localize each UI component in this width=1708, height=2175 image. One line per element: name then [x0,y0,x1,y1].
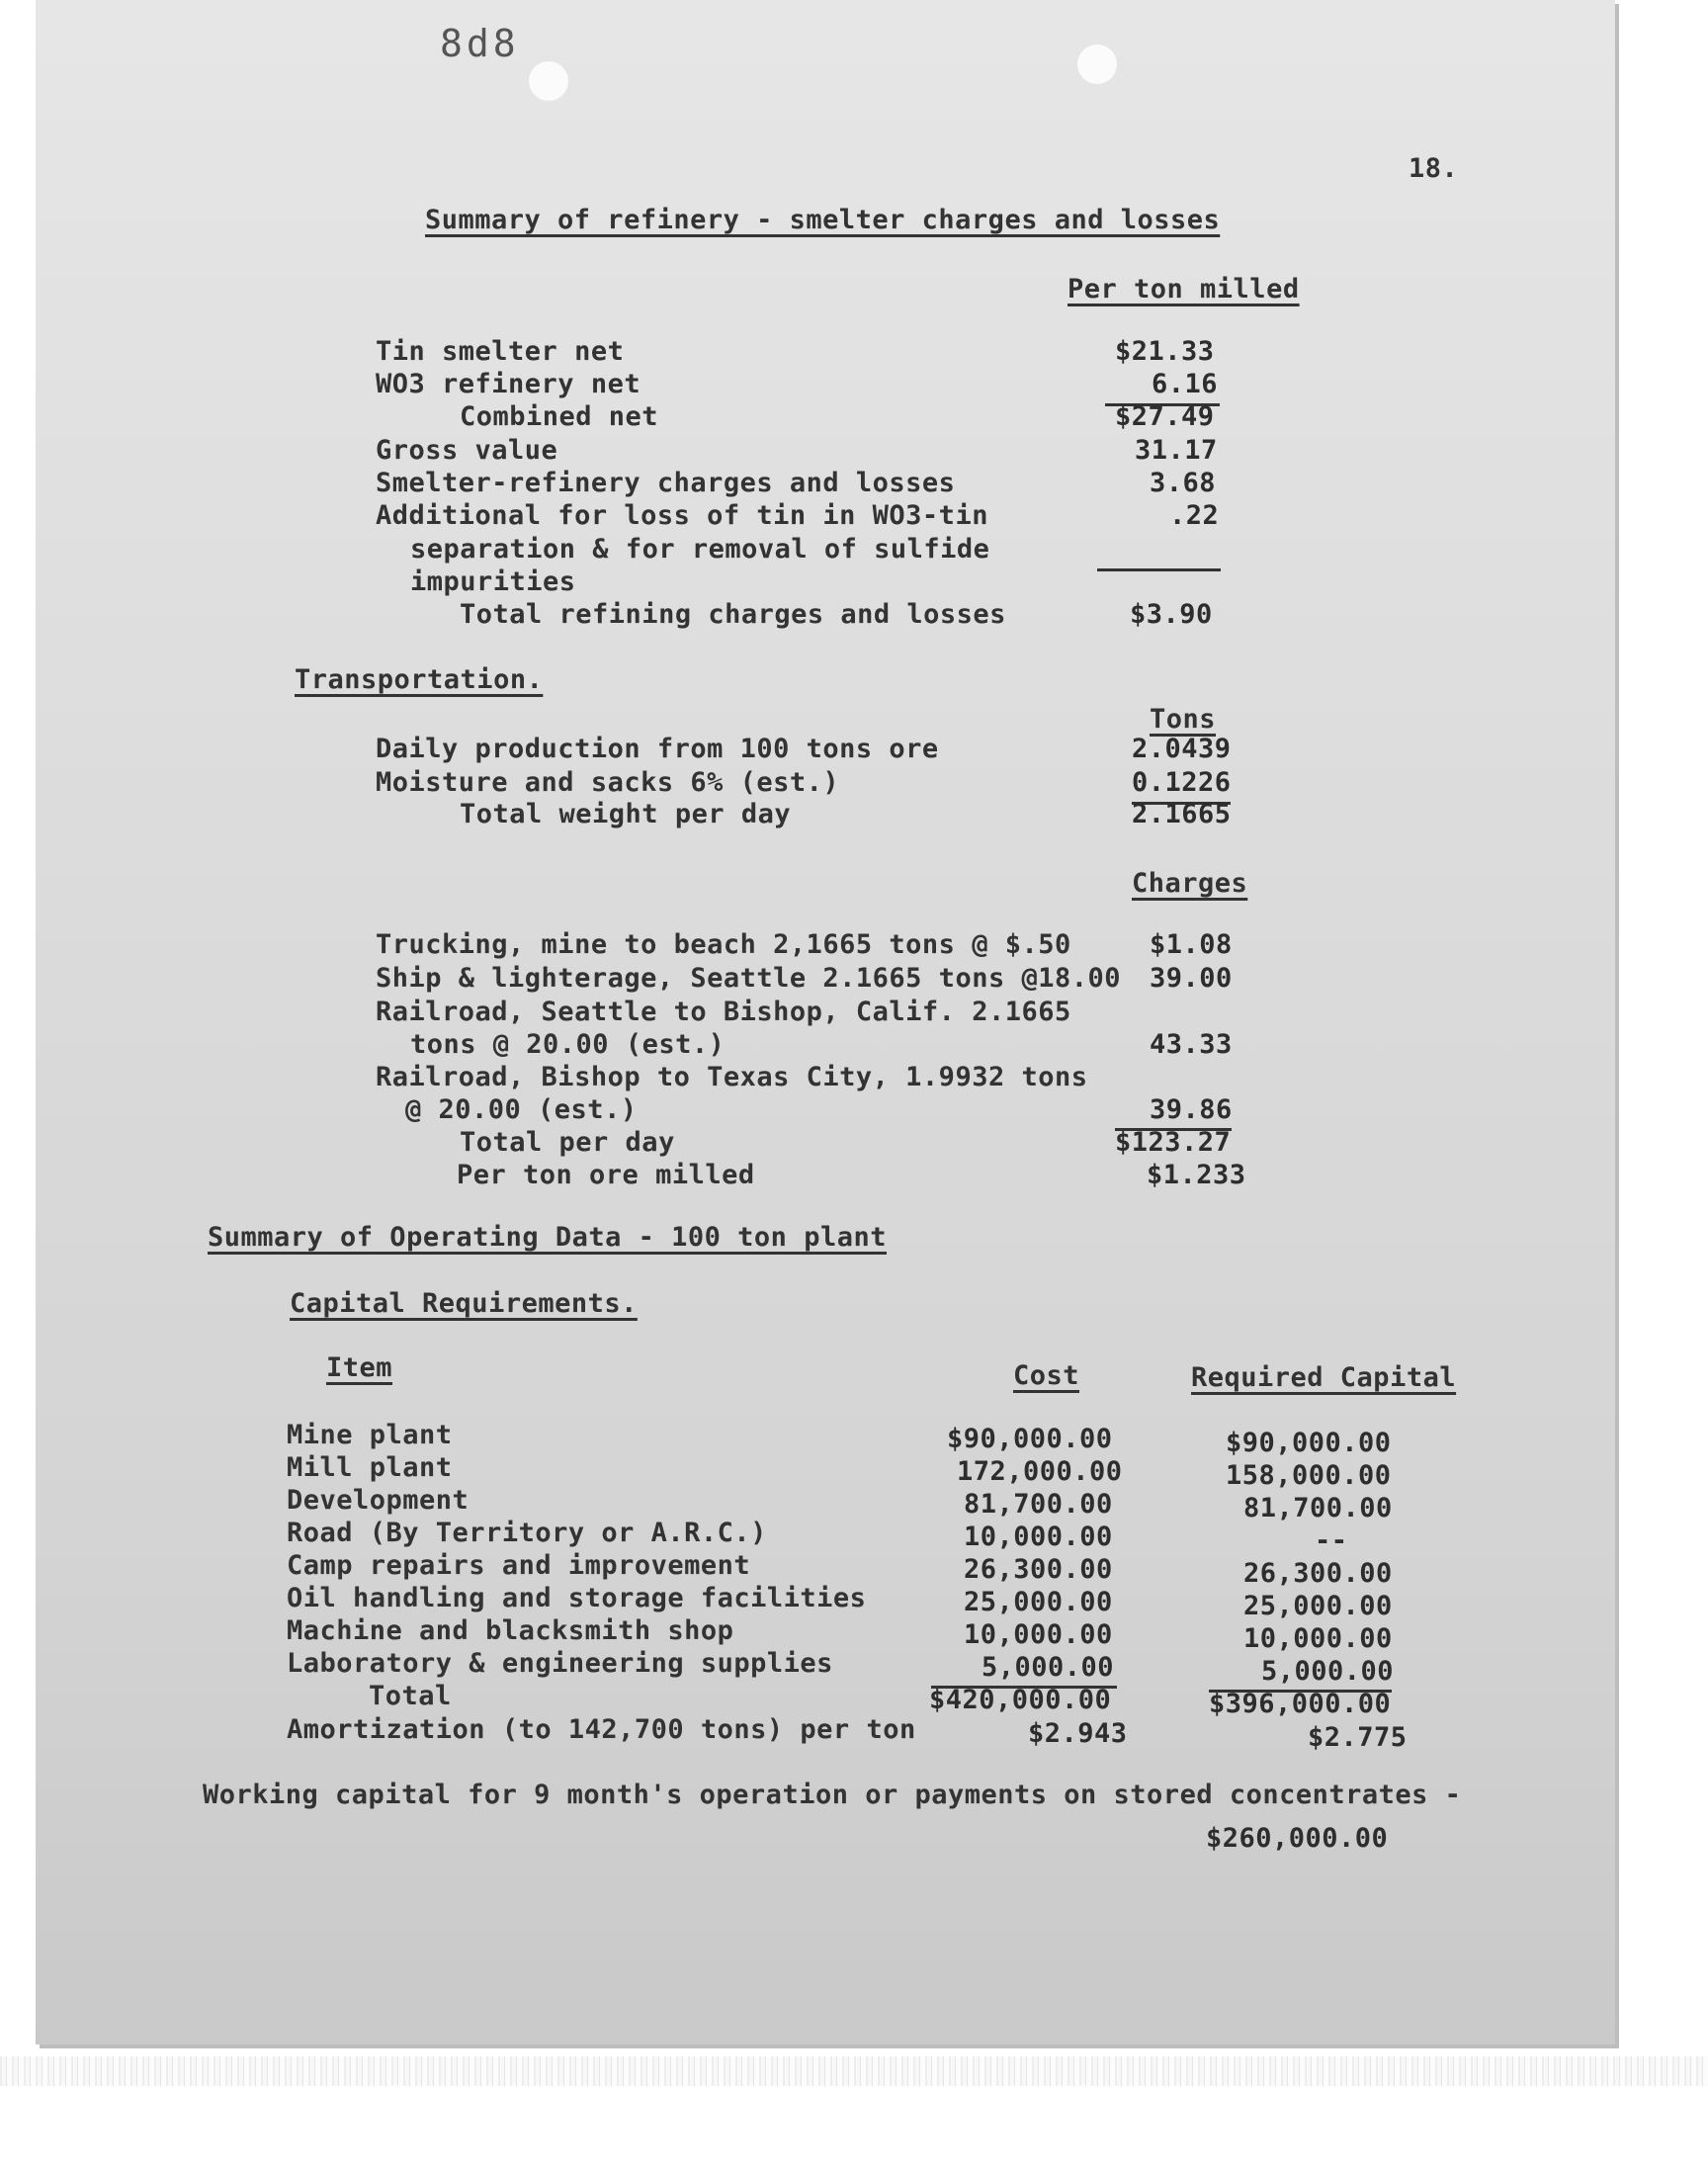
row-label: tons @ 20.00 (est.) [410,1029,726,1060]
row-label: Total weight per day [460,799,792,829]
row-value: 43.33 [1150,1029,1233,1060]
tons-header: Tons [1150,704,1217,735]
punch-hole [529,61,568,101]
row-label: Additional for loss of tin in WO3-tin [376,500,988,531]
cost-value: 25,000.00 [964,1587,1113,1617]
item-label: Amortization (to 142,700 tons) per ton [287,1714,916,1745]
working-capital-value: $260,000.00 [1206,1823,1389,1854]
stamp-number: 8d8 [440,22,520,65]
required-value: $90,000.00 [1226,1428,1392,1458]
required-value: 25,000.00 [1243,1591,1393,1621]
row-value: 0.1226 [1132,767,1232,798]
punch-hole [1077,44,1117,84]
row-label: Tin smelter net [376,336,625,367]
row-label: Gross value [376,435,558,466]
cost-value: 10,000.00 [964,1619,1113,1650]
row-label: Combined net [460,401,659,432]
item-label: Development [287,1485,470,1516]
per-ton-header: Per ton milled [1068,274,1300,304]
item-label: Laboratory & engineering supplies [287,1648,833,1679]
required-value: $396,000.00 [1209,1689,1392,1719]
item-label: Oil handling and storage facilities [287,1583,867,1613]
page-number: 18. [1409,153,1459,184]
row-value: 31.17 [1135,435,1218,466]
cost-value: 5,000.00 [982,1652,1115,1683]
row-value: 2.1665 [1132,799,1232,829]
required-value: 26,300.00 [1243,1558,1393,1589]
cost-value: 172,000.00 [957,1456,1123,1487]
cost-value: 10,000.00 [964,1522,1113,1552]
required-header: Required Capital [1191,1362,1457,1393]
row-label: Railroad, Seattle to Bishop, Calif. 2.1665 [376,997,1071,1027]
row-label: separation & for removal of sulfide [410,534,990,565]
row-value: $1.233 [1147,1160,1246,1190]
capital-title: Capital Requirements. [290,1288,638,1319]
row-value: $1.08 [1150,929,1233,960]
cost-value: 26,300.00 [964,1554,1113,1585]
row-label: Per ton ore milled [457,1160,755,1190]
row-value: $3.90 [1130,599,1213,630]
item-label: Machine and blacksmith shop [287,1615,734,1646]
row-label: Moisture and sacks 6% (est.) [376,767,840,798]
row-label: Ship & lighterage, Seattle 2.1665 tons @18.00 [376,963,1121,994]
cost-value: $420,000.00 [929,1685,1112,1715]
row-value: $27.49 [1115,401,1215,432]
row-value: 39.86 [1150,1094,1233,1125]
item-label: Road (By Territory or A.R.C.) [287,1518,767,1548]
row-value: 6.16 [1152,369,1219,399]
row-value: 2.0439 [1132,734,1232,764]
item-label: Mill plant [287,1452,453,1483]
transportation-title: Transportation. [295,664,544,695]
cost-header: Cost [1013,1360,1080,1391]
row-label: Smelter-refinery charges and losses [376,468,956,498]
row-label: impurities [410,566,576,597]
cost-value: $90,000.00 [947,1424,1113,1454]
required-value: 81,700.00 [1243,1493,1393,1523]
required-value: $2.775 [1308,1722,1408,1753]
row-value: $123.27 [1115,1127,1232,1158]
required-value: 5,000.00 [1261,1656,1395,1687]
required-value: 10,000.00 [1243,1623,1393,1654]
row-label: WO3 refinery net [376,369,641,399]
row-label: Trucking, mine to beach 2,1665 tons @ $.50 [376,929,1071,960]
item-label: Camp repairs and improvement [287,1550,751,1581]
row-label: @ 20.00 (est.) [405,1094,638,1125]
row-value: 3.68 [1150,468,1217,498]
cost-value: 81,700.00 [964,1489,1113,1520]
row-value: $21.33 [1115,336,1215,367]
required-value: -- [1315,1525,1348,1556]
cost-value: $2.943 [1028,1718,1128,1749]
operating-title: Summary of Operating Data - 100 ton plant [208,1222,887,1253]
working-capital-label: Working capital for 9 month's operation or payments on stored concentrates - [203,1780,1462,1810]
row-value: 39.00 [1150,963,1233,994]
item-label: Mine plant [287,1420,453,1450]
required-value: 158,000.00 [1226,1460,1392,1491]
item-header: Item [326,1352,393,1383]
row-label: Daily production from 100 tons ore [376,734,939,764]
row-label: Total per day [460,1127,675,1158]
charges-header: Charges [1132,868,1248,899]
item-label: Total [369,1681,452,1711]
row-value: .22 [1169,500,1220,531]
row-label: Railroad, Bishop to Texas City, 1.9932 tons [376,1062,1088,1092]
row-label: Total refining charges and losses [460,599,1006,630]
sum-rule [1097,568,1221,571]
scan-artifact [0,2056,1708,2086]
refinery-title: Summary of refinery - smelter charges and losses [425,205,1221,235]
